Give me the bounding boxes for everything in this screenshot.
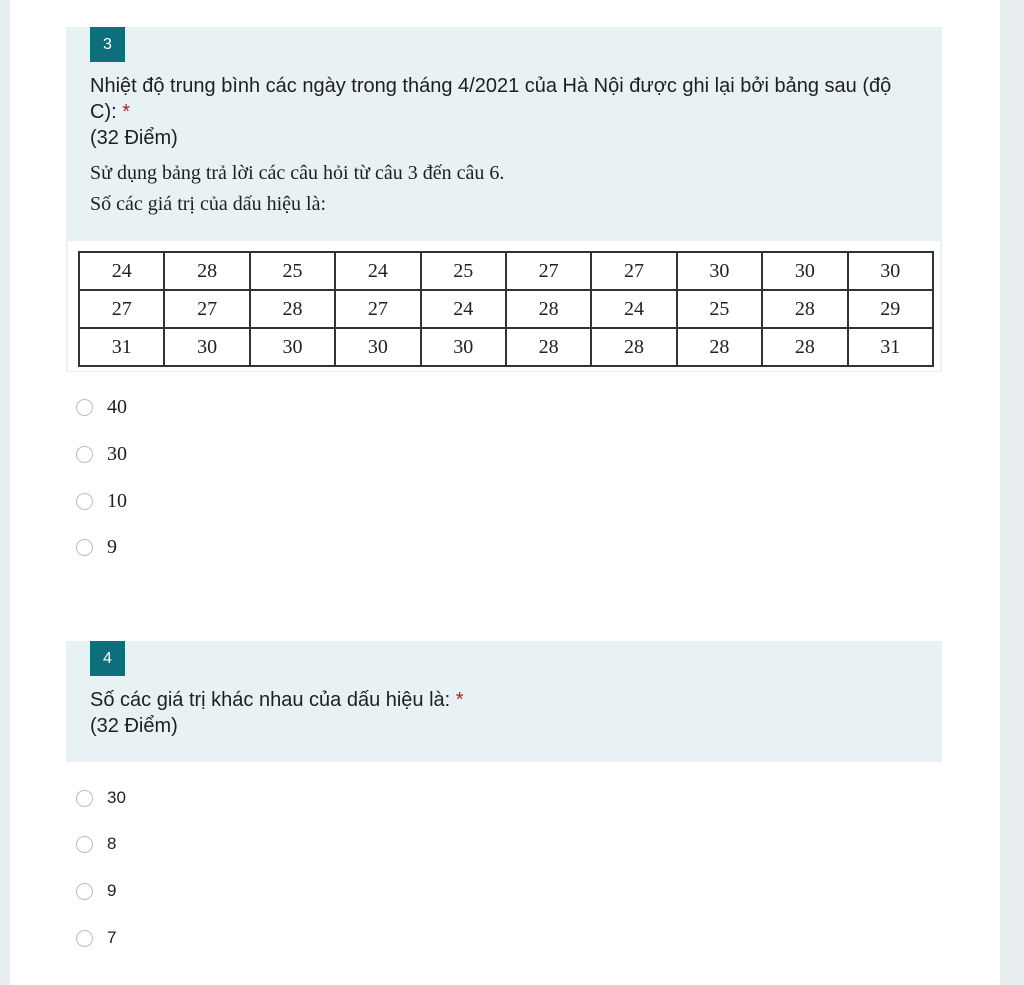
option-label: 8 xyxy=(107,834,117,853)
option-label: 30 xyxy=(107,788,126,807)
option-radio-row[interactable] xyxy=(76,535,117,559)
table-cell: 29 xyxy=(848,290,933,328)
table-cell: 24 xyxy=(421,290,506,328)
question-title xyxy=(90,687,910,739)
table-cell: 30 xyxy=(421,328,506,366)
question-points: (32 Điểm) xyxy=(90,715,178,737)
table-cell: 30 xyxy=(762,252,847,290)
question-description xyxy=(90,158,910,220)
radio-button[interactable] xyxy=(76,883,93,900)
option-label: 40 xyxy=(107,395,127,418)
table-cell: 30 xyxy=(677,252,762,290)
radio-button[interactable] xyxy=(76,539,93,556)
option-label: 30 xyxy=(107,442,127,465)
option-label: 9 xyxy=(107,535,117,558)
table-cell: 30 xyxy=(250,328,335,366)
radio-button[interactable] xyxy=(76,930,93,947)
table-cell: 30 xyxy=(164,328,249,366)
table-cell: 28 xyxy=(762,328,847,366)
data-table-container xyxy=(68,241,940,371)
table-row xyxy=(79,328,933,366)
table-cell: 27 xyxy=(506,252,591,290)
radio-button[interactable] xyxy=(76,446,93,463)
table-cell: 25 xyxy=(250,252,335,290)
radio-button[interactable] xyxy=(76,836,93,853)
required-asterisk: * xyxy=(122,101,131,123)
radio-button[interactable] xyxy=(76,790,93,807)
table-cell: 27 xyxy=(79,290,164,328)
question-number-badge: 3 xyxy=(90,27,125,62)
table-cell: 28 xyxy=(164,252,249,290)
question-title xyxy=(90,73,910,151)
question-title-text: Số các giá trị khác nhau của dấu hiệu là: xyxy=(90,689,451,711)
form-page xyxy=(10,0,1000,985)
table-cell: 31 xyxy=(848,328,933,366)
table-cell: 27 xyxy=(335,290,420,328)
table-row xyxy=(79,290,933,328)
table-cell: 27 xyxy=(591,252,676,290)
option-label: 7 xyxy=(107,928,117,947)
table-cell: 24 xyxy=(335,252,420,290)
option-label: 10 xyxy=(107,489,127,512)
question-4-card xyxy=(66,641,942,762)
description-line-2: Số các giá trị của dấu hiệu là: xyxy=(90,193,327,215)
table-cell: 28 xyxy=(762,290,847,328)
table-row xyxy=(79,252,933,290)
question-title-text: Nhiệt độ trung bình các ngày trong tháng 4/2021 của Hà Nội được ghi lại bởi bảng sau (độ C): xyxy=(90,75,892,123)
option-radio-row[interactable] xyxy=(76,832,116,856)
table-cell: 30 xyxy=(335,328,420,366)
option-radio-row[interactable] xyxy=(76,879,116,903)
table-cell: 24 xyxy=(79,252,164,290)
table-cell: 28 xyxy=(250,290,335,328)
table-cell: 31 xyxy=(79,328,164,366)
table-cell: 30 xyxy=(848,252,933,290)
table-cell: 28 xyxy=(591,328,676,366)
option-label: 9 xyxy=(107,881,117,900)
table-cell: 24 xyxy=(591,290,676,328)
table-cell: 25 xyxy=(677,290,762,328)
table-cell: 28 xyxy=(506,290,591,328)
table-cell: 28 xyxy=(677,328,762,366)
option-radio-row[interactable] xyxy=(76,395,127,419)
table-cell: 25 xyxy=(421,252,506,290)
table-cell: 27 xyxy=(164,290,249,328)
required-asterisk: * xyxy=(455,689,464,711)
description-line-1: Sử dụng bảng trả lời các câu hỏi từ câu 3 đến câu 6. xyxy=(90,162,505,184)
radio-button[interactable] xyxy=(76,399,93,416)
temperature-table xyxy=(78,251,934,367)
question-points: (32 Điểm) xyxy=(90,127,178,149)
question-3-card xyxy=(66,27,942,372)
option-radio-row[interactable] xyxy=(76,489,127,513)
option-radio-row[interactable] xyxy=(76,442,127,466)
option-radio-row[interactable] xyxy=(76,926,116,950)
option-radio-row[interactable] xyxy=(76,786,126,810)
question-number-badge: 4 xyxy=(90,641,125,676)
radio-button[interactable] xyxy=(76,493,93,510)
table-cell: 28 xyxy=(506,328,591,366)
